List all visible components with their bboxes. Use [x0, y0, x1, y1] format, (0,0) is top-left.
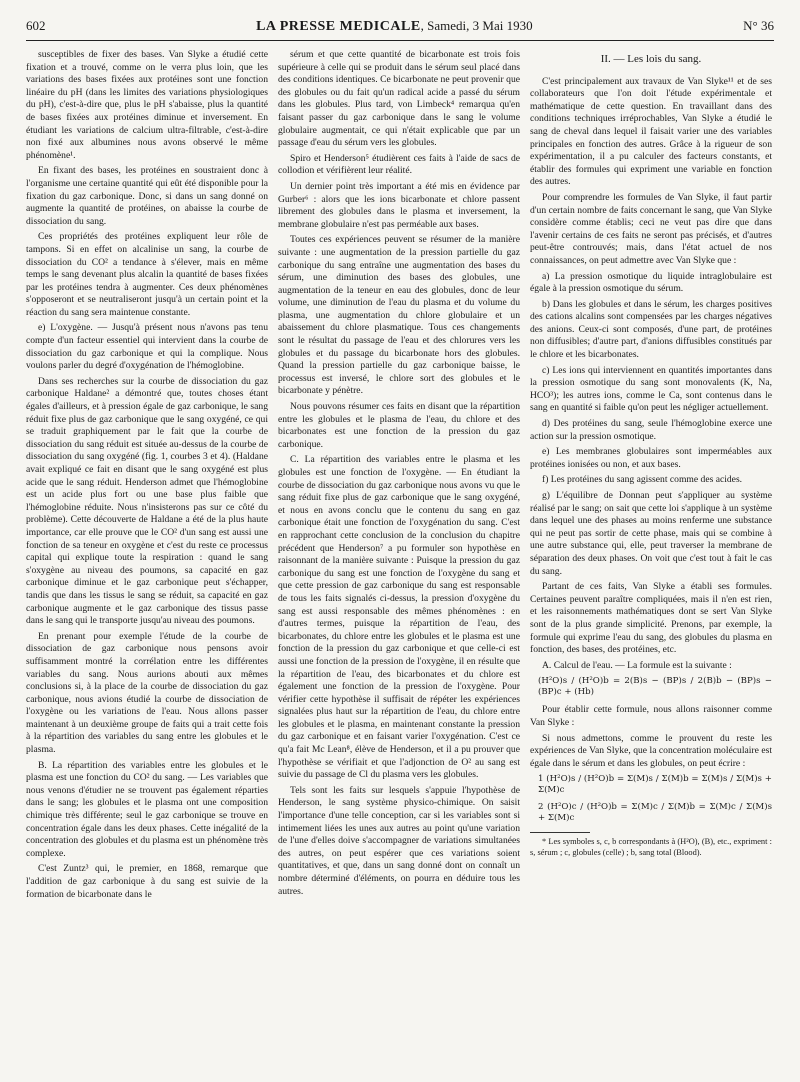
paragraph: A. Calcul de l'eau. — La formule est la suivante :	[542, 659, 732, 671]
issue-date: Samedi, 3 Mai 1930	[427, 18, 533, 33]
paragraph: Ces propriétés des protéines expliquent leur rôle de tampons. Si en effet on alcalinise un sang, la courbe de dissociation du CO² a tendance à s'élever, mais en même temps le sang devenant plus alcalin la quantité de bases fixées par les protéines tendra à augmenter. Ces deux phénomènes s'opposeront et se neutraliseront jusqu'à un certain point et la réaction du sang sera maintenue constante.	[26, 231, 268, 318]
paragraph: Pour comprendre les formules de Van Slyke, il faut partir d'un certain nombre de faits concernant le sang, que Van Slyke considère comme établis; ceci ne veut pas dire que dans l'avenir certains de ces faits ne seront pas précisés, et d'autres peut-être controuvés; mais, dans l'état actuel de nos connaissances, on peut admettre avec Van Slyke que :	[530, 191, 772, 266]
journal-title: LA PRESSE MEDICALE	[256, 19, 421, 34]
page-number: 602	[26, 18, 46, 33]
paragraph: b) Dans les globules et dans le sérum, les charges positives des cations alcalins sont compensées par les charges négatives des anions. Ceux-ci sont composés, d'une part, de protéines non diffusibles; d'autre part, d'anions diffusibles constitués par le chlore et les bicarbonates.	[530, 298, 772, 361]
paragraph: sérum et que cette quantité de bicarbonate est trois fois supérieure à celle qui se produit dans le sérum seul placé dans des conditions identiques. Ce bicarbonate ne peut provenir que des globules ou du fait qu'un radical acide a passé du sérum dans les globules. Plus tard, von Limbeck⁴ remarqua qu'en faisant passer du gaz carbonique dans le sang le volume globulaire augmentait, ce qui n'était explicable que par un passage d'eau du sérum vers les globules.	[278, 49, 520, 149]
footnote-divider	[530, 832, 590, 833]
paragraph: a) La pression osmotique du liquide intraglobulaire est égale à la pression osmotique du sérum.	[530, 270, 772, 295]
paragraph: C. La répartition des variables entre le plasma et les globules est une fonction de l'oxygène. — En étudiant la courbe de dissociation du gaz carbonique nous avons vu que le sang réduit fixe plus de gaz carbonique que le sang oxygéné, et nous en avons conclu que le contenu du sang en gaz carbonique était une fonction de l'oxygénation du sang. C'est en rapprochant cette conclusion de la conclusion du chapitre précédent que Henderson⁷ a pu formuler son hypothèse en raisonnant de la manière suivante : Puisque la pression du gaz carbonique du sang est une fonction de l'oxygène du sang et que cette pression de gaz carbonique du sang est responsable de tous les faits signalés ci-dessus, la pression d'oxygène du sang est aussi responsable des mêmes phénomènes : en d'autres termes, puisque la répartition de l'eau, des bicarbonates, du chlore entre les globules et le plasma est une fonction de la pression du gaz carbonique et que celle-ci est aussi une fonction de la pression de l'oxygène, il en résulte que la répartition de l'eau, des bicarbonates et du chlore est également une fonction de la pression de l'oxygène. Pour vérifier cette hypothèse il suffisait de répéter les expériences signalées plus haut sur la répartition de l'eau, du chlore entre les globules et le plasma, en maintenant constante la pression du gaz carbonique et en faisant varier l'oxygénation. C'est ce qu'a fait Mc Lean⁸, élève de Henderson, et il a pu prouver que l'hypothèse se vérifiait et que l'adjonction de O² au sang est suivie du passage de Cl du plasma vers les globules.	[278, 454, 520, 781]
paragraph: Partant de ces faits, Van Slyke a établi ses formules. Certaines peuvent paraître compliquées, mais il n'en est rien, et les raisonnements mathématiques dont se sert Van Slyke sont de la plus grande simplicité. Prenons, par exemple, la formule qui exprime l'eau du sang, des globules du plasma en fonction, des bases, des protéines, etc.	[530, 581, 772, 656]
paragraph: En fixant des bases, les protéines en soustraient donc à l'organisme une certaine quantité qui eût été disponible pour la fixation du gaz carbonique. Donc, si dans un sang donné on augmente la quantité de protéines, on abaisse la courbe de dissociation du sang.	[26, 165, 268, 227]
paragraph: Dans ses recherches sur la courbe de dissociation du gaz carbonique Haldane² a démontré que, toutes choses étant égales d'ailleurs, et à pression égale de gaz carbonique, le sang réduit fixe plus de gaz carbonique que le sang oxygéné, ce qui se traduit graphiquement par le fait que la courbe de dissociation du sang réduit est située au-dessus de la courbe de dissociation du sang oxygéné (fig. 1, courbes 3 et 4). (Haldane avait expliqué ce fait en disant que le sang oxygéné est plus acide que le sang réduit. Henderson admet que l'hémoglobine est un acide plus fort ou une base plus faible que l'hémoglobine réduite. Nous n'insisterons pas sur ce côté du problème). Cette découverte de Haldane a été de la plus haute importance, car elle prouve que le CO² d'un sang est aussi une fonction de sa teneur en oxygène et c'est du reste ce processus capital qui explique toute la respiration : quand le sang s'oxygène au niveau des poumons, sa capacité en gaz carbonique diminue et le gaz carbonique peut s'échapper, tandis que dans les tissus le sang se réduit, sa capacité en gaz carbonique augmente et le gaz carbonique des tissus passe dans le sang qui le transporte jusqu'au niveau des poumons.	[26, 375, 268, 627]
section-title: II. — Les lois du sang.	[600, 53, 702, 65]
paragraph: Tels sont les faits sur lesquels s'appuie l'hypothèse de Henderson, le sang système physico-chimique. On saisit l'importance d'une telle conception, car si les variables sont si intimement liées les unes aux autres au point qu'une variation de l'une d'elles doive s'accompagner de variations simultanées des autres, on peut espérer que ces variations soient quantitatives, et que, dans un sang donné dont on connaît un nombre déterminé d'éléments, on pourra en déduire tous les autres.	[278, 784, 520, 897]
paragraph: Pour établir cette formule, nous allons raisonner comme Van Slyke :	[530, 704, 772, 728]
equation-2: 2 (H²O)c / (H²O)b = Σ(M)c / Σ(M)b = Σ(M)c / Σ(M)s + Σ(M)c	[538, 802, 772, 824]
paragraph: Un dernier point très important a été mis en évidence par Gurber⁶ : alors que les ions bicarbonate et chlore passent librement des globules dans le plasma et inversement, la membrane globulaire n'est pas perméable aux bases.	[278, 180, 520, 230]
column-3-paragraphs	[530, 76, 772, 673]
paragraph: C'est Zuntz³ qui, le premier, en 1868, remarque que l'addition de gaz carbonique à du sang est suivie de la formation de bicarbonate dans le	[26, 863, 268, 900]
paragraph: Toutes ces expériences peuvent se résumer de la manière suivante : une augmentation de la pression partielle du gaz carbonique du sang entraîne une augmentation des bases du sérum, une diminution des bases des globules, une augmentation de la teneur en eau des globules, donc de leur volume, une diminution de l'eau du plasma et du volume du plasma, une augmentation du chlore globulaire et un abaissement du chlore plasmatique. Tous ces changements sont le résultat du passage de l'eau et des chlorures vers les globules et du passage du bicarbonate hors des globules. Quand la pression partielle du gaz carbonique baisse, le processus est inversé, le chlore sort des globules et le bicarbonate y pénètre.	[278, 234, 520, 397]
paragraph: f) Les protéines du sang agissent comme des acides.	[542, 474, 743, 486]
paragraph: C'est principalement aux travaux de Van Slyke¹¹ et de ses collaborateurs que l'on doit l'étude expérimentale et mathématique de cette question. En travaillant dans des conditions techniques irréprochables, Van Slyke a étudié le sang de cheval dans lequel il faisait varier une des variables principales en fonction des autres. Grâce à la rigueur de son expérimentation, il a pu calculer des facteurs constants, et établir des formules qui expriment une variable en fonction des autres.	[530, 75, 772, 188]
issue-number: N° 36	[743, 18, 774, 33]
column-1	[26, 49, 268, 904]
column-3	[530, 49, 772, 904]
paragraph: c) Les ions qui interviennent en quantités importantes dans la pression osmotique du sang sont monovalents (K, Na, HCO³); les autres ions, comme le Ca, sont contenus dans le sang en quantité si faible qu'on peut les négliger actuellement.	[530, 364, 772, 414]
page-header	[26, 18, 774, 41]
paragraph: B. La répartition des variables entre les globules et le plasma est une fonction du CO² du sang. — Les variables que nous venons d'étudier ne se trouvent pas également réparties dans le sang; les globules et le plasma ont une composition chimique très différente; seul le gaz carbonique se trouve en concentration égale dans les deux phases. Cette inégalité de la concentration des globules et du plasma est un phénomène très complexe.	[26, 759, 268, 859]
paragraph: d) Des protéines du sang, seule l'hémoglobine exerce une action sur la pression osmotique.	[530, 418, 772, 442]
paragraph: g) L'équilibre de Donnan peut s'appliquer au système réalisé par le sang; on sait que cette loi s'applique à un système dans lequel une des phases au moins renferme une substance qui ne peut pas sortir de cette phase, mais qui se combine à une autre substance qui, elle, peut traverser la membrane de séparation des deux phases. On voit que c'est tout à fait le cas du sang.	[530, 490, 772, 577]
column-2	[278, 49, 520, 904]
text-columns	[26, 49, 774, 904]
journal-title-line: LA PRESSE MEDICALE, Samedi, 3 Mai 1930	[256, 18, 533, 34]
paragraph: Nous pouvons résumer ces faits en disant que la répartition entre les globules et le plasma de l'eau, du chlore et des bicarbonates est une fonction de la pression du gaz carbonique.	[278, 401, 520, 450]
paragraph: e) Les membranes globulaires sont imperméables aux protéines ionisées ou non, et aux bases.	[530, 446, 772, 470]
paragraph: e) L'oxygène. — Jusqu'à présent nous n'avons pas tenu compte d'un facteur essentiel qui intervient dans la courbe de dissociation du gaz carbonique et qui la complique. Nous voulons parler du degré d'oxygénation de l'hémoglobine.	[26, 322, 268, 372]
column-3-after-formula	[530, 704, 772, 770]
paragraph: Si nous admettons, comme le prouvent du reste les expériences de Van Slyke, que la concentration moléculaire est égale dans le sérum et dans les globules, on peut écrire :	[530, 732, 772, 769]
paragraph: En prenant pour exemple l'étude de la courbe de dissociation de gaz carbonique nous pensons avoir suffisamment montré la corrélation entre les différentes variables du sang. Nous aurions abouti aux mêmes conclusions si, à la place de la courbe de dissociation du gaz carbonique, nous avions étudié la courbe de dissociation de l'oxygène ou les variations de l'eau. Nous allons passer maintenant à un deuxième groupe de faits qui a trait cette fois à la répartition des variables du sang entre les globules et le plasma.	[26, 630, 268, 756]
paragraph: susceptibles de fixer des bases. Van Slyke a étudié cette fixation et a trouvé, comme on le verra plus loin, que les variations des bases fixées aux protéines sont une fonction linéaire du pH (dans les limites des variations physiologiques du pH), c'est-à-dire que, plus le pH s'abaisse, plus la quantité de bases fixées aux protéines diminue et inversement. En étudiant les variations de calcium ultra-filtrable, c'est-à-dire non fixé aux albumines nous avons observé le même phénomène¹.	[26, 49, 268, 161]
footnote: * Les symboles s, c, b correspondants à (H²O), (B), etc., expriment : s, sérum ; c, globules (celle) ; b, sang total (Blood).	[530, 837, 772, 857]
paragraph: Spiro et Henderson⁵ étudièrent ces faits à l'aide de sacs de collodion et vérifièrent leur réalité.	[278, 152, 520, 177]
formula-water: (H²O)s / (H²O)b = 2(B)s − (BP)s / 2(B)b − (BP)s − (BP)c + (Hb)	[538, 676, 772, 698]
equation-1: 1 (H²O)s / (H²O)b = Σ(M)s / Σ(M)b = Σ(M)s / Σ(M)s + Σ(M)c	[538, 774, 772, 796]
